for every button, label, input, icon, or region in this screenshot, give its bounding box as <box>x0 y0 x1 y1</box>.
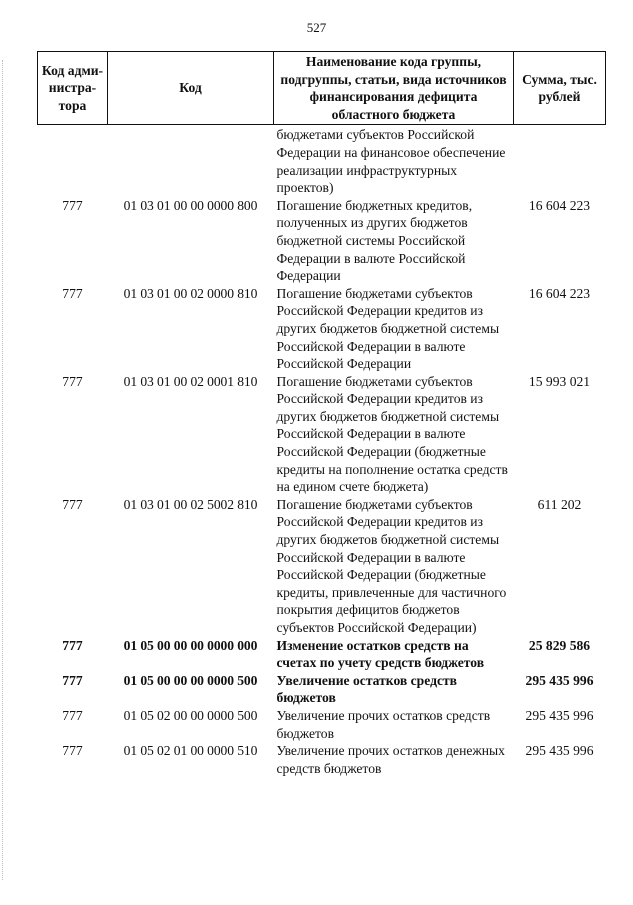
cell-code: 01 05 00 00 00 0000 500 <box>123 672 258 688</box>
cell-code: 01 05 02 01 00 0000 510 <box>123 743 258 759</box>
cell-name: бюджетами субъектов Российской Федерации на финансовое обеспечение реализации инфраструктурных проектов) <box>276 127 506 196</box>
table-row <box>38 373 606 496</box>
cell-code: 01 05 02 00 00 0000 500 <box>123 707 258 723</box>
scan-margin-marks <box>2 60 6 880</box>
header-row <box>38 52 606 125</box>
cell-sum: 295 435 996 <box>525 707 594 723</box>
cell-code <box>108 125 274 197</box>
cell-admin: 777 <box>62 373 83 389</box>
cell-code: 01 03 01 00 00 0000 800 <box>123 197 258 213</box>
table-row <box>38 197 606 285</box>
cell-sum: 295 435 996 <box>525 743 594 759</box>
table-row <box>38 742 606 777</box>
cell-admin: 777 <box>62 285 83 301</box>
page-number: 527 <box>306 20 327 35</box>
header-admin-code: Код адми-нистра-тора <box>38 52 108 125</box>
table-row <box>38 637 606 672</box>
header-code: Код <box>108 52 274 125</box>
cell-name: Увеличение прочих остатков средств бюджетов <box>276 707 491 741</box>
cell-name: Погашение бюджетных кредитов, полученных из других бюджетов бюджетной системы Российской Федерации в валюте Российской Федерации <box>276 197 473 284</box>
cell-name: Увеличение остатков средств бюджетов <box>276 672 458 706</box>
cell-admin: 777 <box>62 672 83 688</box>
header-sum: Сумма, тыс. рублей <box>514 52 606 125</box>
cell-sum: 611 202 <box>537 496 582 512</box>
table-row <box>38 672 606 707</box>
table-body <box>38 125 606 777</box>
cell-admin: 777 <box>62 707 83 723</box>
cell-name: Увеличение прочих остатков денежных средств бюджетов <box>276 743 505 776</box>
cell-admin <box>38 125 108 197</box>
cell-code: 01 03 01 00 02 0001 810 <box>123 373 258 389</box>
cell-name: Погашение бюджетами субъектов Российской Федерации кредитов из других бюджетов бюджетной системы Российской Федерации в валюте Российской Федерации (бюджетные кредиты на пополнение остатка средств на едином счете бюджета) <box>276 373 508 495</box>
cell-sum: 16 604 223 <box>528 285 591 301</box>
cell-sum: 15 993 021 <box>528 373 591 389</box>
cell-code: 01 05 00 00 00 0000 000 <box>123 637 258 653</box>
cell-sum <box>514 125 606 197</box>
cell-sum: 295 435 996 <box>525 672 594 688</box>
budget-sources-table <box>37 51 606 777</box>
cell-name: Погашение бюджетами субъектов Российской Федерации кредитов из других бюджетов бюджетной системы Российской Федерации в валюте Российской Федерации (бюджетные кредиты, привлеченные для частичного покрытия дефицитов бюджетов субъектов Российской Федерации) <box>276 496 507 635</box>
table-row <box>38 285 606 373</box>
table-row <box>38 707 606 742</box>
cell-name: Погашение бюджетами субъектов Российской Федерации кредитов из других бюджетов бюджетной системы Российской Федерации в валюте Российской Федерации <box>276 285 500 372</box>
table-header <box>38 52 606 125</box>
cell-admin: 777 <box>62 197 83 213</box>
cell-admin: 777 <box>62 496 83 512</box>
cell-admin: 777 <box>62 637 83 653</box>
cell-name: Изменение остатков средств на счетах по учету средств бюджетов <box>276 637 485 671</box>
cell-admin: 777 <box>62 743 83 759</box>
cell-sum: 16 604 223 <box>528 197 591 213</box>
table-row <box>38 125 606 197</box>
cell-code: 01 03 01 00 02 5002 810 <box>123 496 258 512</box>
cell-sum: 25 829 586 <box>528 637 591 653</box>
cell-code: 01 03 01 00 02 0000 810 <box>123 285 258 301</box>
table-row <box>38 496 606 637</box>
header-name: Наименование кода группы, подгруппы, статьи, вида источников финансирования дефицита областного бюджета <box>274 52 514 125</box>
